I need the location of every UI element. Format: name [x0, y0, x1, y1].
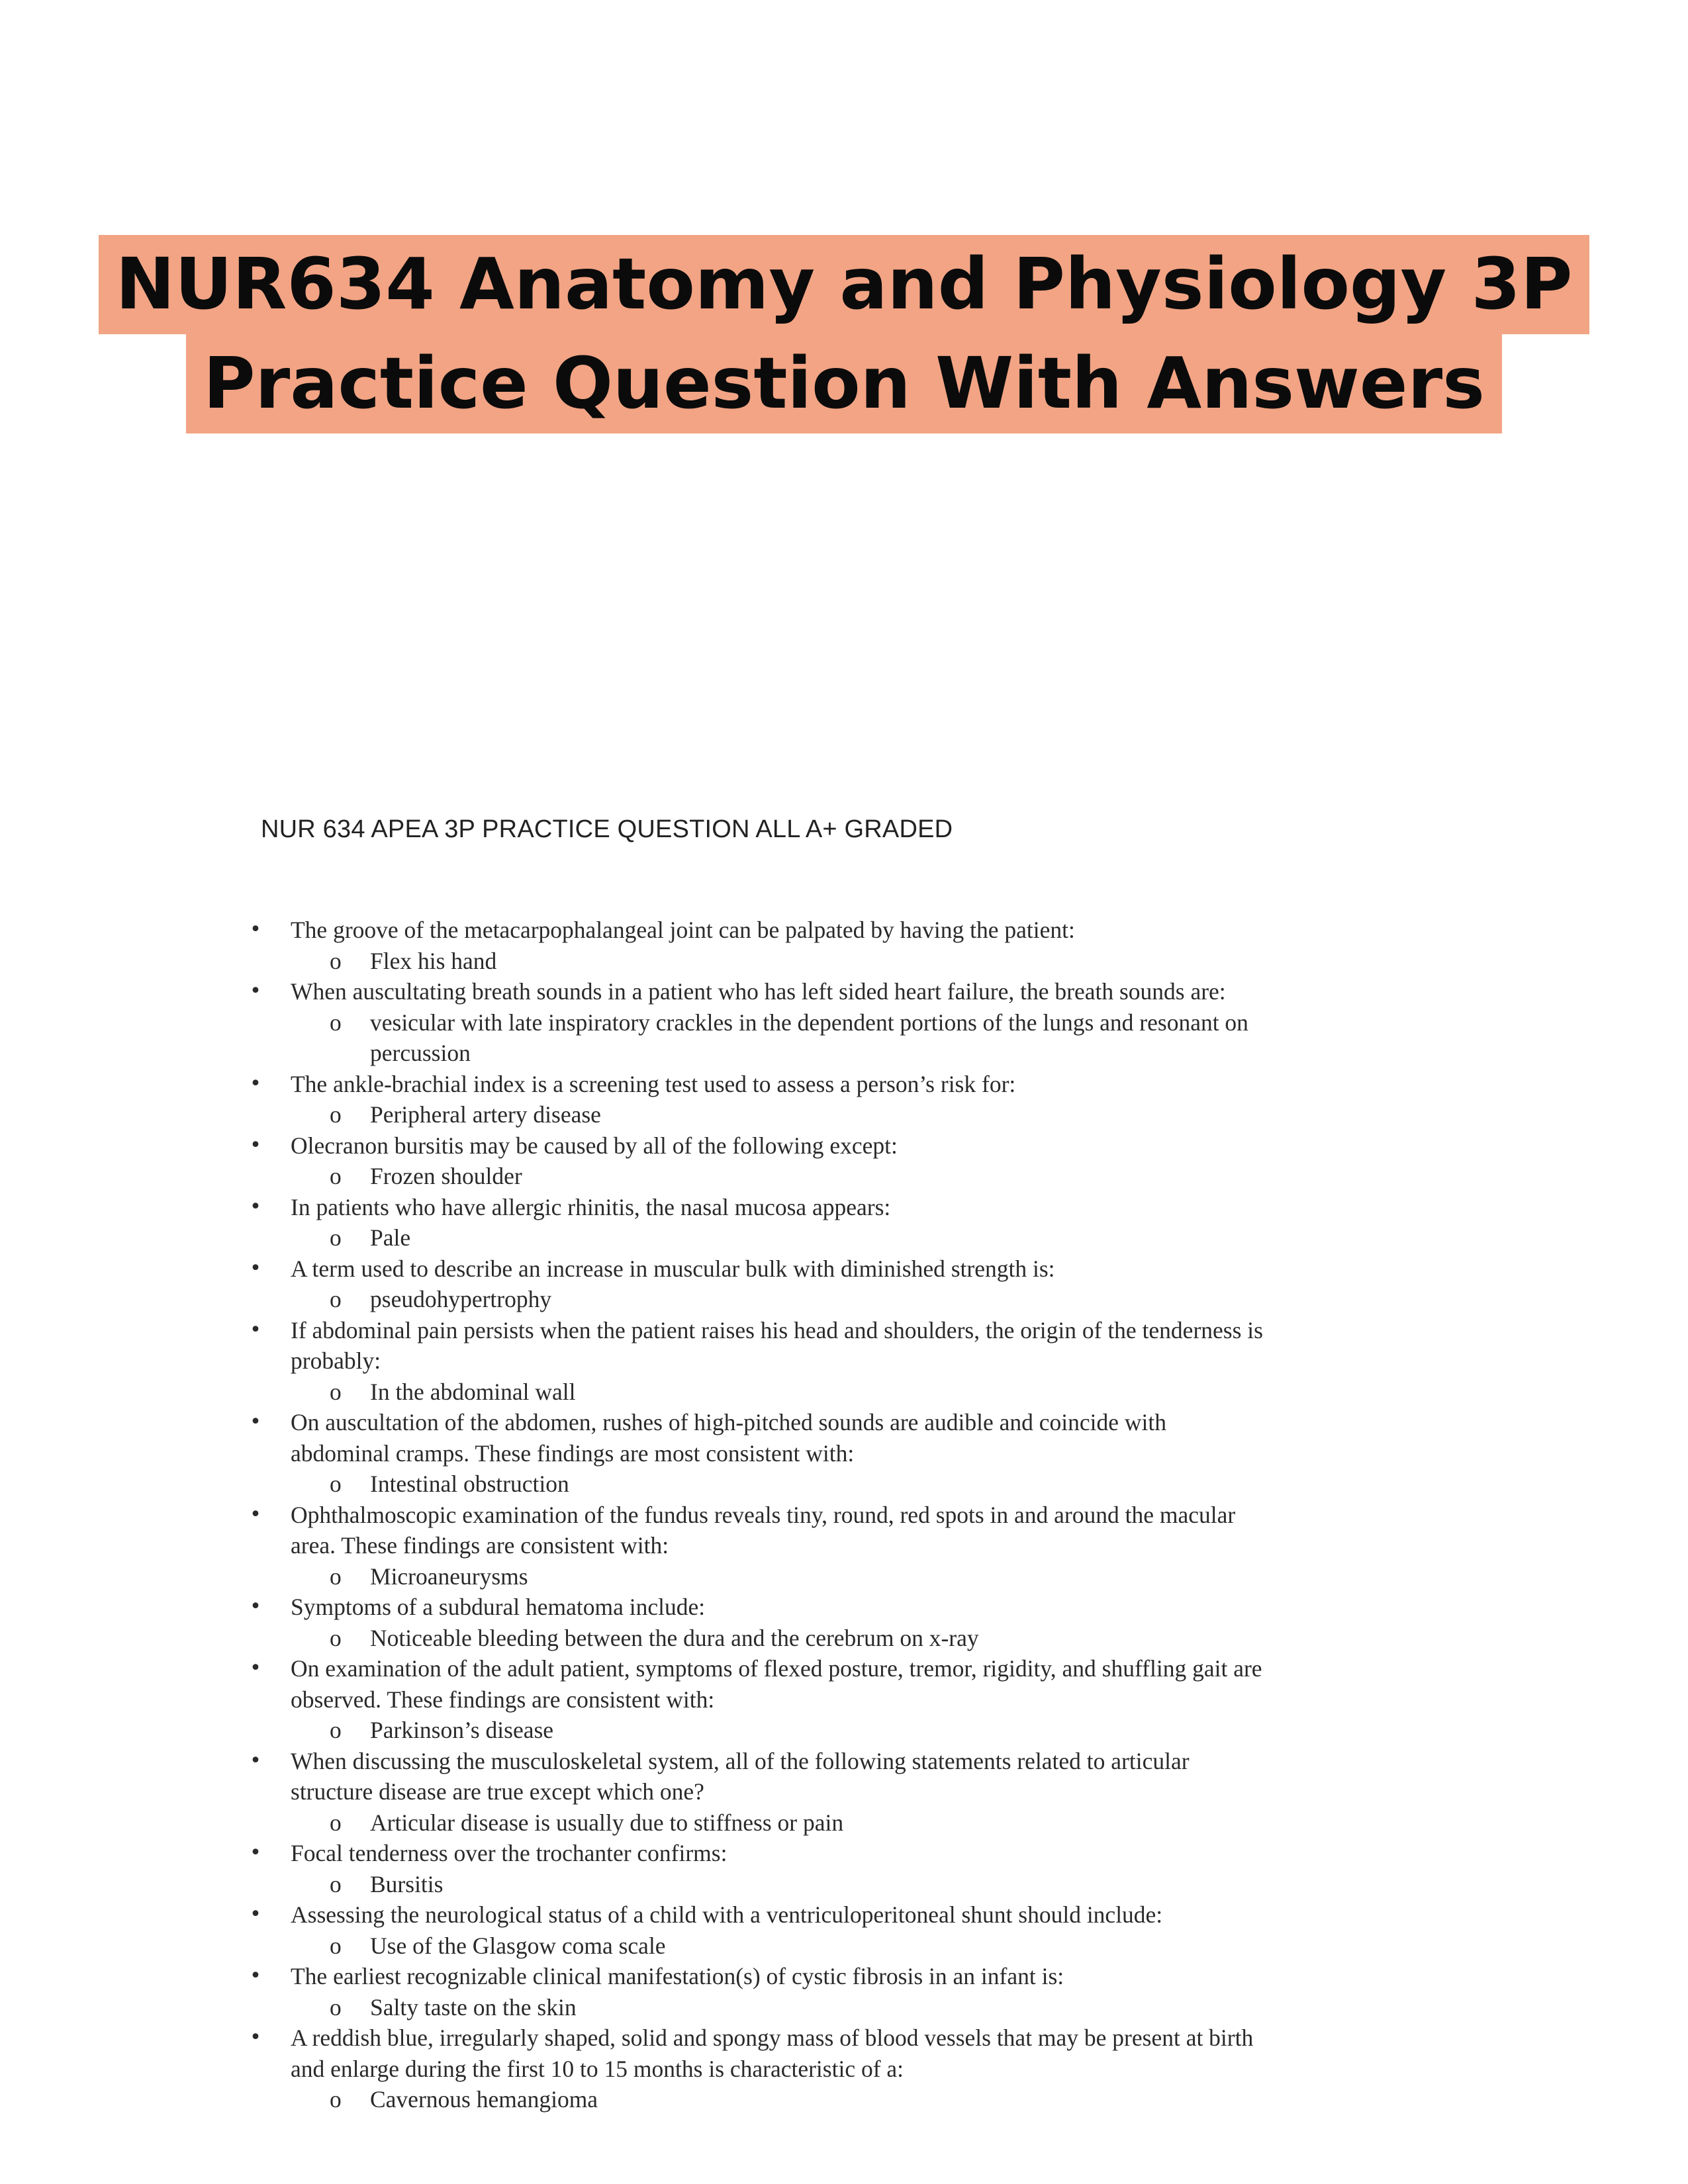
answer-marker-icon: o — [330, 1870, 342, 1897]
question-text: When discussing the musculoskeletal system, all of the following statements related to articular structure disease are true except which one? — [291, 1747, 1190, 1805]
bullet-icon: • — [250, 1964, 261, 1987]
answer-label: Cavernous hemangioma — [370, 2086, 598, 2113]
answer-label: Use of the Glasgow coma scale — [370, 1932, 666, 1959]
question-text: In patients who have allergic rhinitis, the nasal mucosa appears: — [291, 1193, 891, 1220]
bullet-icon: • — [250, 1195, 261, 1218]
bullet-icon: • — [250, 1841, 261, 1864]
list-item — [0, 1746, 1264, 1839]
answer-text — [291, 2084, 1264, 2115]
answer-text — [291, 1469, 1264, 1500]
answer-text — [291, 1623, 1264, 1654]
answer-marker-icon: o — [330, 2086, 342, 2113]
answer-label: Bursitis — [370, 1870, 444, 1897]
bullet-icon: • — [250, 1071, 261, 1095]
list-item — [0, 1961, 1264, 2023]
list-item — [0, 1192, 1264, 1253]
answer-marker-icon: o — [330, 1224, 342, 1251]
answer-label: Intestinal obstruction — [370, 1471, 569, 1497]
answer-marker-icon: o — [330, 1286, 342, 1312]
question-text: Symptoms of a subdural hematoma include: — [291, 1594, 706, 1620]
answer-text — [291, 1007, 1264, 1069]
answer-label: Noticeable bleeding between the dura and the cerebrum on x-ray — [370, 1624, 979, 1651]
bullet-icon: • — [250, 1410, 261, 1433]
bullet-icon: • — [250, 1256, 261, 1280]
question-text: A term used to describe an increase in muscular bulk with diminished strength is: — [291, 1255, 1055, 1282]
bullet-icon: • — [250, 1749, 261, 1772]
bullet-icon: • — [250, 2026, 261, 2049]
answer-text — [291, 1715, 1264, 1746]
answer-label: Salty taste on the skin — [370, 1993, 577, 2021]
answer-text — [291, 1161, 1264, 1192]
answer-marker-icon: o — [330, 1809, 342, 1836]
answer-text — [291, 1099, 1264, 1130]
bullet-icon: • — [250, 1595, 261, 1618]
answer-marker-icon: o — [330, 1932, 342, 1959]
list-item — [0, 1500, 1264, 1592]
question-text: On examination of the adult patient, symptoms of flexed posture, tremor, rigidity, and shuffling gait are observed. These findings are consistent with: — [291, 1655, 1262, 1713]
answer-label: Parkinson’s disease — [370, 1717, 554, 1743]
list-item — [0, 976, 1264, 1069]
answer-marker-icon: o — [330, 1163, 342, 1189]
answer-label: Articular disease is usually due to stiffness or pain — [370, 1809, 844, 1836]
answer-marker-icon: o — [330, 1624, 342, 1651]
question-text: On auscultation of the abdomen, rushes of high-pitched sounds are audible and coincide with abdominal cramps. These findings are most consistent with: — [291, 1409, 1167, 1467]
answer-marker-icon: o — [330, 1101, 342, 1128]
answer-marker-icon: o — [330, 1563, 342, 1590]
list-item — [0, 2023, 1264, 2115]
question-text: The earliest recognizable clinical manifestation(s) of cystic fibrosis in an infant is: — [291, 1963, 1064, 1989]
document-title — [0, 235, 1688, 433]
bullet-icon: • — [250, 1502, 261, 1526]
list-item — [0, 1315, 1264, 1408]
answer-label: Pale — [370, 1224, 411, 1251]
answer-label: Frozen shoulder — [370, 1163, 522, 1189]
question-text: When auscultating breath sounds in a patient who has left sided heart failure, the breath sounds are: — [291, 978, 1226, 1005]
question-text: Focal tenderness over the trochanter confirms: — [291, 1840, 727, 1866]
document-header: NUR 634 APEA 3P PRACTICE QUESTION ALL A+ GRADED — [261, 815, 953, 843]
list-item — [0, 1069, 1264, 1130]
bullet-icon: • — [250, 1657, 261, 1680]
answer-label: In the abdominal wall — [370, 1378, 576, 1405]
list-item — [0, 1407, 1264, 1500]
list-item — [0, 1838, 1264, 1899]
bullet-icon: • — [250, 979, 261, 1003]
question-text: Olecranon bursitis may be caused by all of the following except: — [291, 1132, 898, 1159]
question-text: The groove of the metacarpophalangeal joint can be palpated by having the patient: — [291, 917, 1075, 943]
list-item — [0, 1653, 1264, 1746]
answer-text — [291, 1222, 1264, 1253]
question-text: If abdominal pain persists when the patient raises his head and shoulders, the origin of the tenderness is probably: — [291, 1316, 1263, 1374]
answer-label: Microaneurysms — [370, 1563, 528, 1590]
bullet-icon: • — [250, 1903, 261, 1926]
list-item — [0, 1253, 1264, 1315]
answer-label: Flex his hand — [370, 947, 497, 974]
answer-text — [291, 1931, 1264, 1962]
bullet-icon: • — [250, 918, 261, 941]
answer-text — [291, 1807, 1264, 1839]
answer-text — [291, 946, 1264, 977]
list-item — [0, 1592, 1264, 1653]
answer-marker-icon: o — [330, 1993, 342, 2021]
answer-marker-icon: o — [330, 947, 342, 974]
question-text: Assessing the neurological status of a child with a ventriculoperitoneal shunt should include: — [291, 1901, 1163, 1928]
title-line-1: NUR634 Anatomy and Physiology 3P — [99, 235, 1590, 334]
bullet-icon: • — [250, 1318, 261, 1342]
answer-text — [291, 1284, 1264, 1315]
bullet-icon: • — [250, 1133, 261, 1157]
question-text: The ankle-brachial index is a screening test used to assess a person’s risk for: — [291, 1070, 1016, 1097]
answer-marker-icon: o — [330, 1009, 342, 1036]
answer-label: pseudohypertrophy — [370, 1286, 552, 1312]
answer-label: Peripheral artery disease — [370, 1101, 601, 1128]
question-list — [0, 915, 1688, 2115]
answer-text — [291, 1561, 1264, 1592]
question-text: Ophthalmoscopic examination of the fundus reveals tiny, round, red spots in and around the macular area. These findings are consistent with: — [291, 1501, 1236, 1559]
list-item — [0, 1899, 1264, 1961]
title-line-2: Practice Question With Answers — [186, 334, 1502, 433]
list-item — [0, 1130, 1264, 1192]
list-item — [0, 915, 1264, 976]
question-text: A reddish blue, irregularly shaped, solid and spongy mass of blood vessels that may be present at birth and enlarge during the first 10 to 15 months is characteristic of a: — [291, 2025, 1254, 2082]
answer-marker-icon: o — [330, 1717, 342, 1743]
answer-text — [291, 1992, 1264, 2023]
answer-marker-icon: o — [330, 1471, 342, 1497]
answer-label: vesicular with late inspiratory crackles in the dependent portions of the lungs and resonant on percussion — [370, 1009, 1248, 1066]
answer-text — [291, 1377, 1264, 1408]
answer-marker-icon: o — [330, 1378, 342, 1405]
answer-text — [291, 1869, 1264, 1900]
